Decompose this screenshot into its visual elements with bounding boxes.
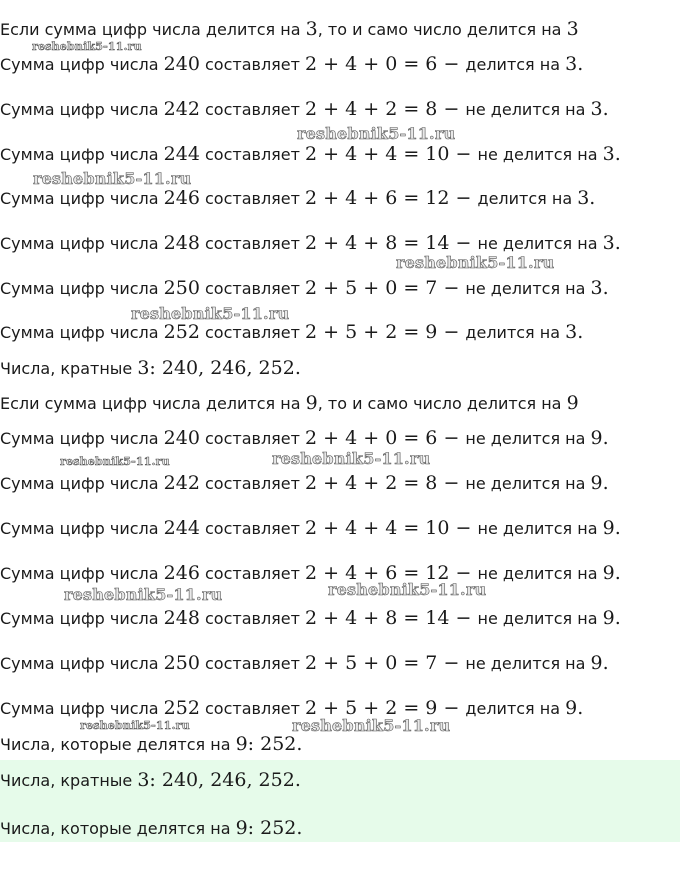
watermark: reshebnik5-11.ru: [396, 253, 555, 272]
watermark: reshebnik5-11.ru: [33, 169, 192, 188]
watermark: reshebnik5-11.ru: [64, 585, 223, 604]
row-9-242: Сумма цифр числа 242 составляет 2 + 4 + 2 = 8 − не делится на 9.: [0, 472, 609, 494]
summary-9: Числа, которые делятся на 9: 252.: [0, 733, 303, 755]
row-3-246: Сумма цифр числа 246 составляет 2 + 4 + 6 = 12 − делится на 3.: [0, 187, 596, 209]
rule-3: Если сумма цифр числа делится на 3, то и само число делится на 3: [0, 18, 579, 40]
row-3-248: Сумма цифр числа 248 составляет 2 + 4 + 8 = 14 − не делится на 3.: [0, 232, 621, 254]
watermark: reshebnik5-11.ru: [297, 124, 456, 143]
row-9-252: Сумма цифр числа 252 составляет 2 + 5 + 2 = 9 − делится на 9.: [0, 697, 584, 719]
row-3-250: Сумма цифр числа 250 составляет 2 + 5 + 0 = 7 − не делится на 3.: [0, 277, 609, 299]
row-9-250: Сумма цифр числа 250 составляет 2 + 5 + 0 = 7 − не делится на 9.: [0, 652, 609, 674]
watermark: reshebnik5-11.ru: [32, 40, 142, 53]
answer-box: [0, 760, 680, 842]
watermark: reshebnik5-11.ru: [60, 455, 170, 468]
row-3-242: Сумма цифр числа 242 составляет 2 + 4 + 2 = 8 − не делится на 3.: [0, 98, 609, 120]
watermark: reshebnik5-11.ru: [131, 304, 290, 323]
answer-line-1: Числа, кратные 3: 240, 246, 252.: [0, 769, 301, 791]
watermark: reshebnik5-11.ru: [272, 449, 431, 468]
row-9-244: Сумма цифр числа 244 составляет 2 + 4 + 4 = 10 − не делится на 9.: [0, 517, 621, 539]
rule-9: Если сумма цифр числа делится на 9, то и само число делится на 9: [0, 392, 579, 414]
row-3-240: Сумма цифр числа 240 составляет 2 + 4 + 0 = 6 − делится на 3.: [0, 53, 584, 75]
watermark: reshebnik5-11.ru: [292, 716, 451, 735]
summary-3: Числа, кратные 3: 240, 246, 252.: [0, 357, 301, 379]
row-9-248: Сумма цифр числа 248 составляет 2 + 4 + 8 = 14 − не делится на 9.: [0, 607, 621, 629]
answer-line-2: Числа, которые делятся на 9: 252.: [0, 817, 303, 839]
row-9-240: Сумма цифр числа 240 составляет 2 + 4 + 0 = 6 − не делится на 9.: [0, 427, 609, 449]
row-3-252: Сумма цифр числа 252 составляет 2 + 5 + 2 = 9 − делится на 3.: [0, 321, 584, 343]
row-9-246: Сумма цифр числа 246 составляет 2 + 4 + 6 = 12 − не делится на 9.: [0, 562, 621, 584]
row-3-244: Сумма цифр числа 244 составляет 2 + 4 + 4 = 10 − не делится на 3.: [0, 143, 621, 165]
watermark: reshebnik5-11.ru: [328, 580, 487, 599]
watermark: reshebnik5-11.ru: [80, 719, 190, 732]
